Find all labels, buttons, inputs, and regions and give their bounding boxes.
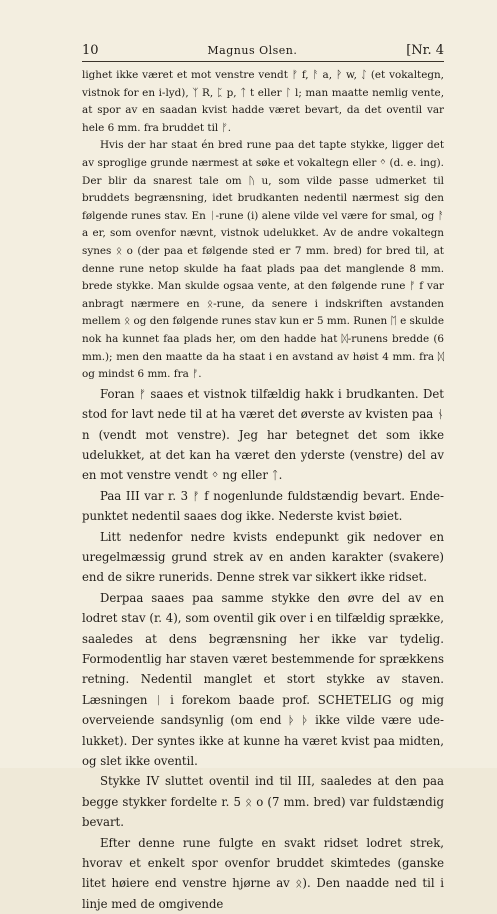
paragraph: Stykke IV sluttet oventil ind til III, saaledes at den paa begge stykker fordelte r. 5 ᛟ o (7 mm. bred) var fuldstændig bevart. xyxy=(82,774,444,830)
author-heading: Magnus Olsen. xyxy=(207,44,298,57)
paragraph: Hvis der har staat én bred rune paa det tapte stykke, ligger det av sproglige grunde nærmest at søke et vokaltegn eller ᛜ (d. e. ing). Der blir da snarest tale om ᚢ u, som vilde passe udmerket til bruddets begrænsning, idet brudkanten nedentil nærmest sig den følgende runes stav. En ᛁ-rune (i) alene vilde vel være for smal, og ᚨ a er, som ovenfor nævnt, vistnok udelukket. Av de andre vokaltegn synes ᛟ o (der paa et følgende sted er 7 mm. bred) for bred til, at denne rune netop skulde ha faat plads paa det manglende 8 mm. brede stykke. Man skulde ogsaa vente, at den følgende rune ᚠ f var anbragt nærmere en ᛟ-rune, da senere i indskriften avstanden mellem ᛟ og den følgende runes stav kun er 5 mm. Runen ᛖ e skulde nok ha kunnet faa plads her, om den hadde hat ᛞ-runens bredde (6 mm.); men den maatte da ha staat i en avstand av høist 4 mm. fra ᛞ og mindst 6 mm. fra ᚠ. xyxy=(82,139,444,381)
paragraph: Paa III var r. 3 ᚠ f nogenlunde fuldstændig bevart. Endepunktet nedentil saaes dog ikke. Nederste kvist bøiet. xyxy=(82,488,444,524)
paragraph-continuation: lighet ikke været et mot venstre vendt ᚠ f, ᚨ a, ᚹ w, ᛇ (et vokaltegn, vistnok for en i-lyd), ᛉ R, ᛈ p, ᛏ t eller ᛚ l; man maatte nemlig vente, at spor av en saadan kvist hadde været bevart, da det oventil var hele 6 mm. fra bruddet til ᚠ. xyxy=(82,69,444,134)
header-rule xyxy=(82,61,444,62)
paragraph: Derpaa saaes paa samme stykke den øvre del av en lodret stav (r. 4), som oventil gik over i en tilfældig sprække, saaledes at dens begrænsning her ikke var tydelig. Formodentlig har staven været bestemmende for sprækkens retning. Nedentil manglet et stort stykke av staven. Læsningen ᛁ i forekom baade prof. SCHETELIG og mig overveiende sandsynlig (om end ᚦ ᚦ ikke vilde være udelukket). Der syntes ikke at kunne ha været kvist paa midten, og slet ikke oventil. xyxy=(82,590,444,768)
running-header xyxy=(82,43,444,58)
paragraph: Efter denne rune fulgte en svakt ridset lodret strek, hvorav et enkelt spor ovenfor bruddet skimtedes (ganske litet høiere end venstre hjørne av ᛟ). Den naadde ned til i linje med de omgivende xyxy=(82,835,444,911)
page-number: 10 xyxy=(82,43,99,58)
paragraph: Foran ᚠ saaes et vistnok tilfældig hakk i brudkanten. Det stod for lavt nede til at ha været det øverste av kvisten paa ᚾ n (vendt mot venstre). Jeg har betegnet det som ikke udelukket, at det kan ha været den yderste (venstre) del av en mot venstre vendt ᛜ ng eller ᛏ. xyxy=(82,386,444,483)
body-text xyxy=(82,67,444,914)
section-number: [Nr. 4 xyxy=(406,43,444,58)
paragraph: Litt nedenfor nedre kvists endepunkt gik nedover en uregelmæssig grund strek av en anden karakter (svakere) end de sikre runerids. Denne strek var sikkert ikke ridset. xyxy=(82,529,444,585)
